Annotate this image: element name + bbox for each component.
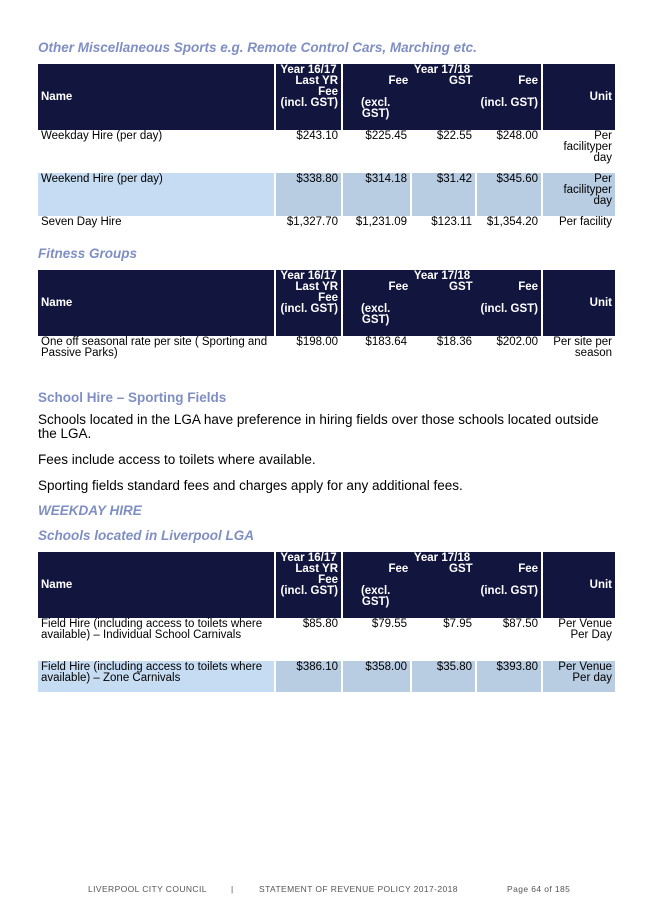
row-unit: Per facilityper day (542, 130, 615, 173)
row-gst: $18.36 (411, 336, 476, 379)
column-header-last-yr-fee: Year 16/17 Last YR Fee (incl. GST) (275, 552, 342, 618)
section-heading-fitness-groups: Fitness Groups (38, 246, 138, 261)
row-fee-excl: $183.64 (342, 336, 411, 379)
column-header-gst: GST (449, 563, 473, 575)
row-gst: $22.55 (411, 130, 476, 173)
row-fee-incl: $248.00 (476, 130, 542, 173)
row-name: Weekday Hire (per day) (38, 130, 275, 173)
row-unit: Per site per season (542, 336, 615, 379)
row-name: Weekend Hire (per day) (38, 173, 275, 216)
row-name: One off seasonal rate per site ( Sporting and Passive Parks) (38, 336, 275, 379)
column-header-fee-excl: Fee (excl. GST) (360, 563, 409, 608)
row-last-yr-fee: $386.10 (275, 661, 342, 692)
row-fee-excl: $79.55 (342, 618, 411, 661)
column-header-gst: GST (449, 281, 473, 293)
section-heading-school-hire: School Hire – Sporting Fields (38, 390, 227, 405)
section-heading-misc-sports: Other Miscellaneous Sports e.g. Remote Control Cars, Marching etc. (38, 40, 477, 55)
row-fee-excl: $225.45 (342, 130, 411, 173)
column-header-name: Name (38, 64, 275, 130)
footer-document-title: STATEMENT OF REVENUE POLICY 2017-2018 (259, 884, 458, 894)
row-fee-incl: $1,354.20 (476, 216, 542, 236)
row-fee-excl: $358.00 (342, 661, 411, 692)
table-row (38, 130, 615, 173)
column-header-fee-incl: Fee (incl. GST) (480, 563, 539, 597)
row-fee-incl: $87.50 (476, 618, 542, 661)
row-name: Field Hire (including access to toilets where available) – Zone Carnivals (38, 661, 275, 692)
row-unit: Per facility (542, 216, 615, 236)
row-gst: $31.42 (411, 173, 476, 216)
row-fee-incl: $393.80 (476, 661, 542, 692)
table-row (38, 618, 615, 661)
footer-org: LIVERPOOL CITY COUNCIL (88, 884, 207, 894)
row-gst: $35.80 (411, 661, 476, 692)
footer-page-number: Page 64 of 185 (507, 884, 571, 894)
row-fee-incl: $202.00 (476, 336, 542, 379)
table-row (38, 216, 615, 236)
column-header-unit: Unit (542, 552, 615, 618)
column-header-name: Name (38, 552, 275, 618)
row-gst: $123.11 (411, 216, 476, 236)
row-last-yr-fee: $243.10 (275, 130, 342, 173)
row-fee-excl: $1,231.09 (342, 216, 411, 236)
table-row (38, 336, 615, 379)
subheading-weekday-hire: WEEKDAY HIRE (38, 503, 142, 518)
column-group-year-17-18: Year 17/18 Fee (excl. GST) GST Fee (incl. GST) (342, 552, 542, 618)
row-name: Field Hire (including access to toilets where available) – Individual School Carnivals (38, 618, 275, 661)
row-last-yr-fee: $1,327.70 (275, 216, 342, 236)
row-last-yr-fee: $198.00 (275, 336, 342, 379)
table-row (38, 661, 615, 692)
column-header-last-yr-fee: Year 16/17 Last YR Fee (incl. GST) (275, 64, 342, 130)
column-header-unit: Unit (542, 270, 615, 336)
column-header-fee-excl: Fee (excl. GST) (360, 281, 409, 326)
row-unit: Per facilityper day (542, 173, 615, 216)
column-group-year-17-18: Year 17/18 Fee (excl. GST) GST Fee (incl. GST) (342, 64, 542, 130)
fees-table-fitness-groups (38, 270, 615, 379)
column-header-unit: Unit (542, 64, 615, 130)
row-unit: Per Venue Per Day (542, 618, 615, 661)
row-last-yr-fee: $338.80 (275, 173, 342, 216)
footer-separator: | (231, 884, 234, 894)
paragraph-toilets: Fees include access to toilets where available. (38, 452, 316, 467)
row-fee-incl: $345.60 (476, 173, 542, 216)
column-header-gst: GST (449, 75, 473, 87)
fees-table-misc-sports (38, 64, 615, 236)
column-header-fee-incl: Fee (incl. GST) (480, 281, 539, 315)
table-row (38, 173, 615, 216)
row-gst: $7.95 (411, 618, 476, 661)
column-header-name: Name (38, 270, 275, 336)
column-header-last-yr-fee: Year 16/17 Last YR Fee (incl. GST) (275, 270, 342, 336)
row-name: Seven Day Hire (38, 216, 275, 236)
column-header-fee-excl: Fee (excl. GST) (360, 75, 409, 120)
row-last-yr-fee: $85.80 (275, 618, 342, 661)
paragraph-standard-fees: Sporting fields standard fees and charges apply for any additional fees. (38, 478, 463, 493)
paragraph-lga-preference: Schools located in the LGA have preference in hiring fields over those schools located outside the LGA. (38, 412, 599, 441)
row-fee-excl: $314.18 (342, 173, 411, 216)
fees-table-schools (38, 552, 615, 692)
subheading-schools-liverpool: Schools located in Liverpool LGA (38, 528, 255, 543)
column-header-fee-incl: Fee (incl. GST) (480, 75, 539, 109)
column-group-year-17-18: Year 17/18 Fee (excl. GST) GST Fee (incl. GST) (342, 270, 542, 336)
row-unit: Per Venue Per day (542, 661, 615, 692)
